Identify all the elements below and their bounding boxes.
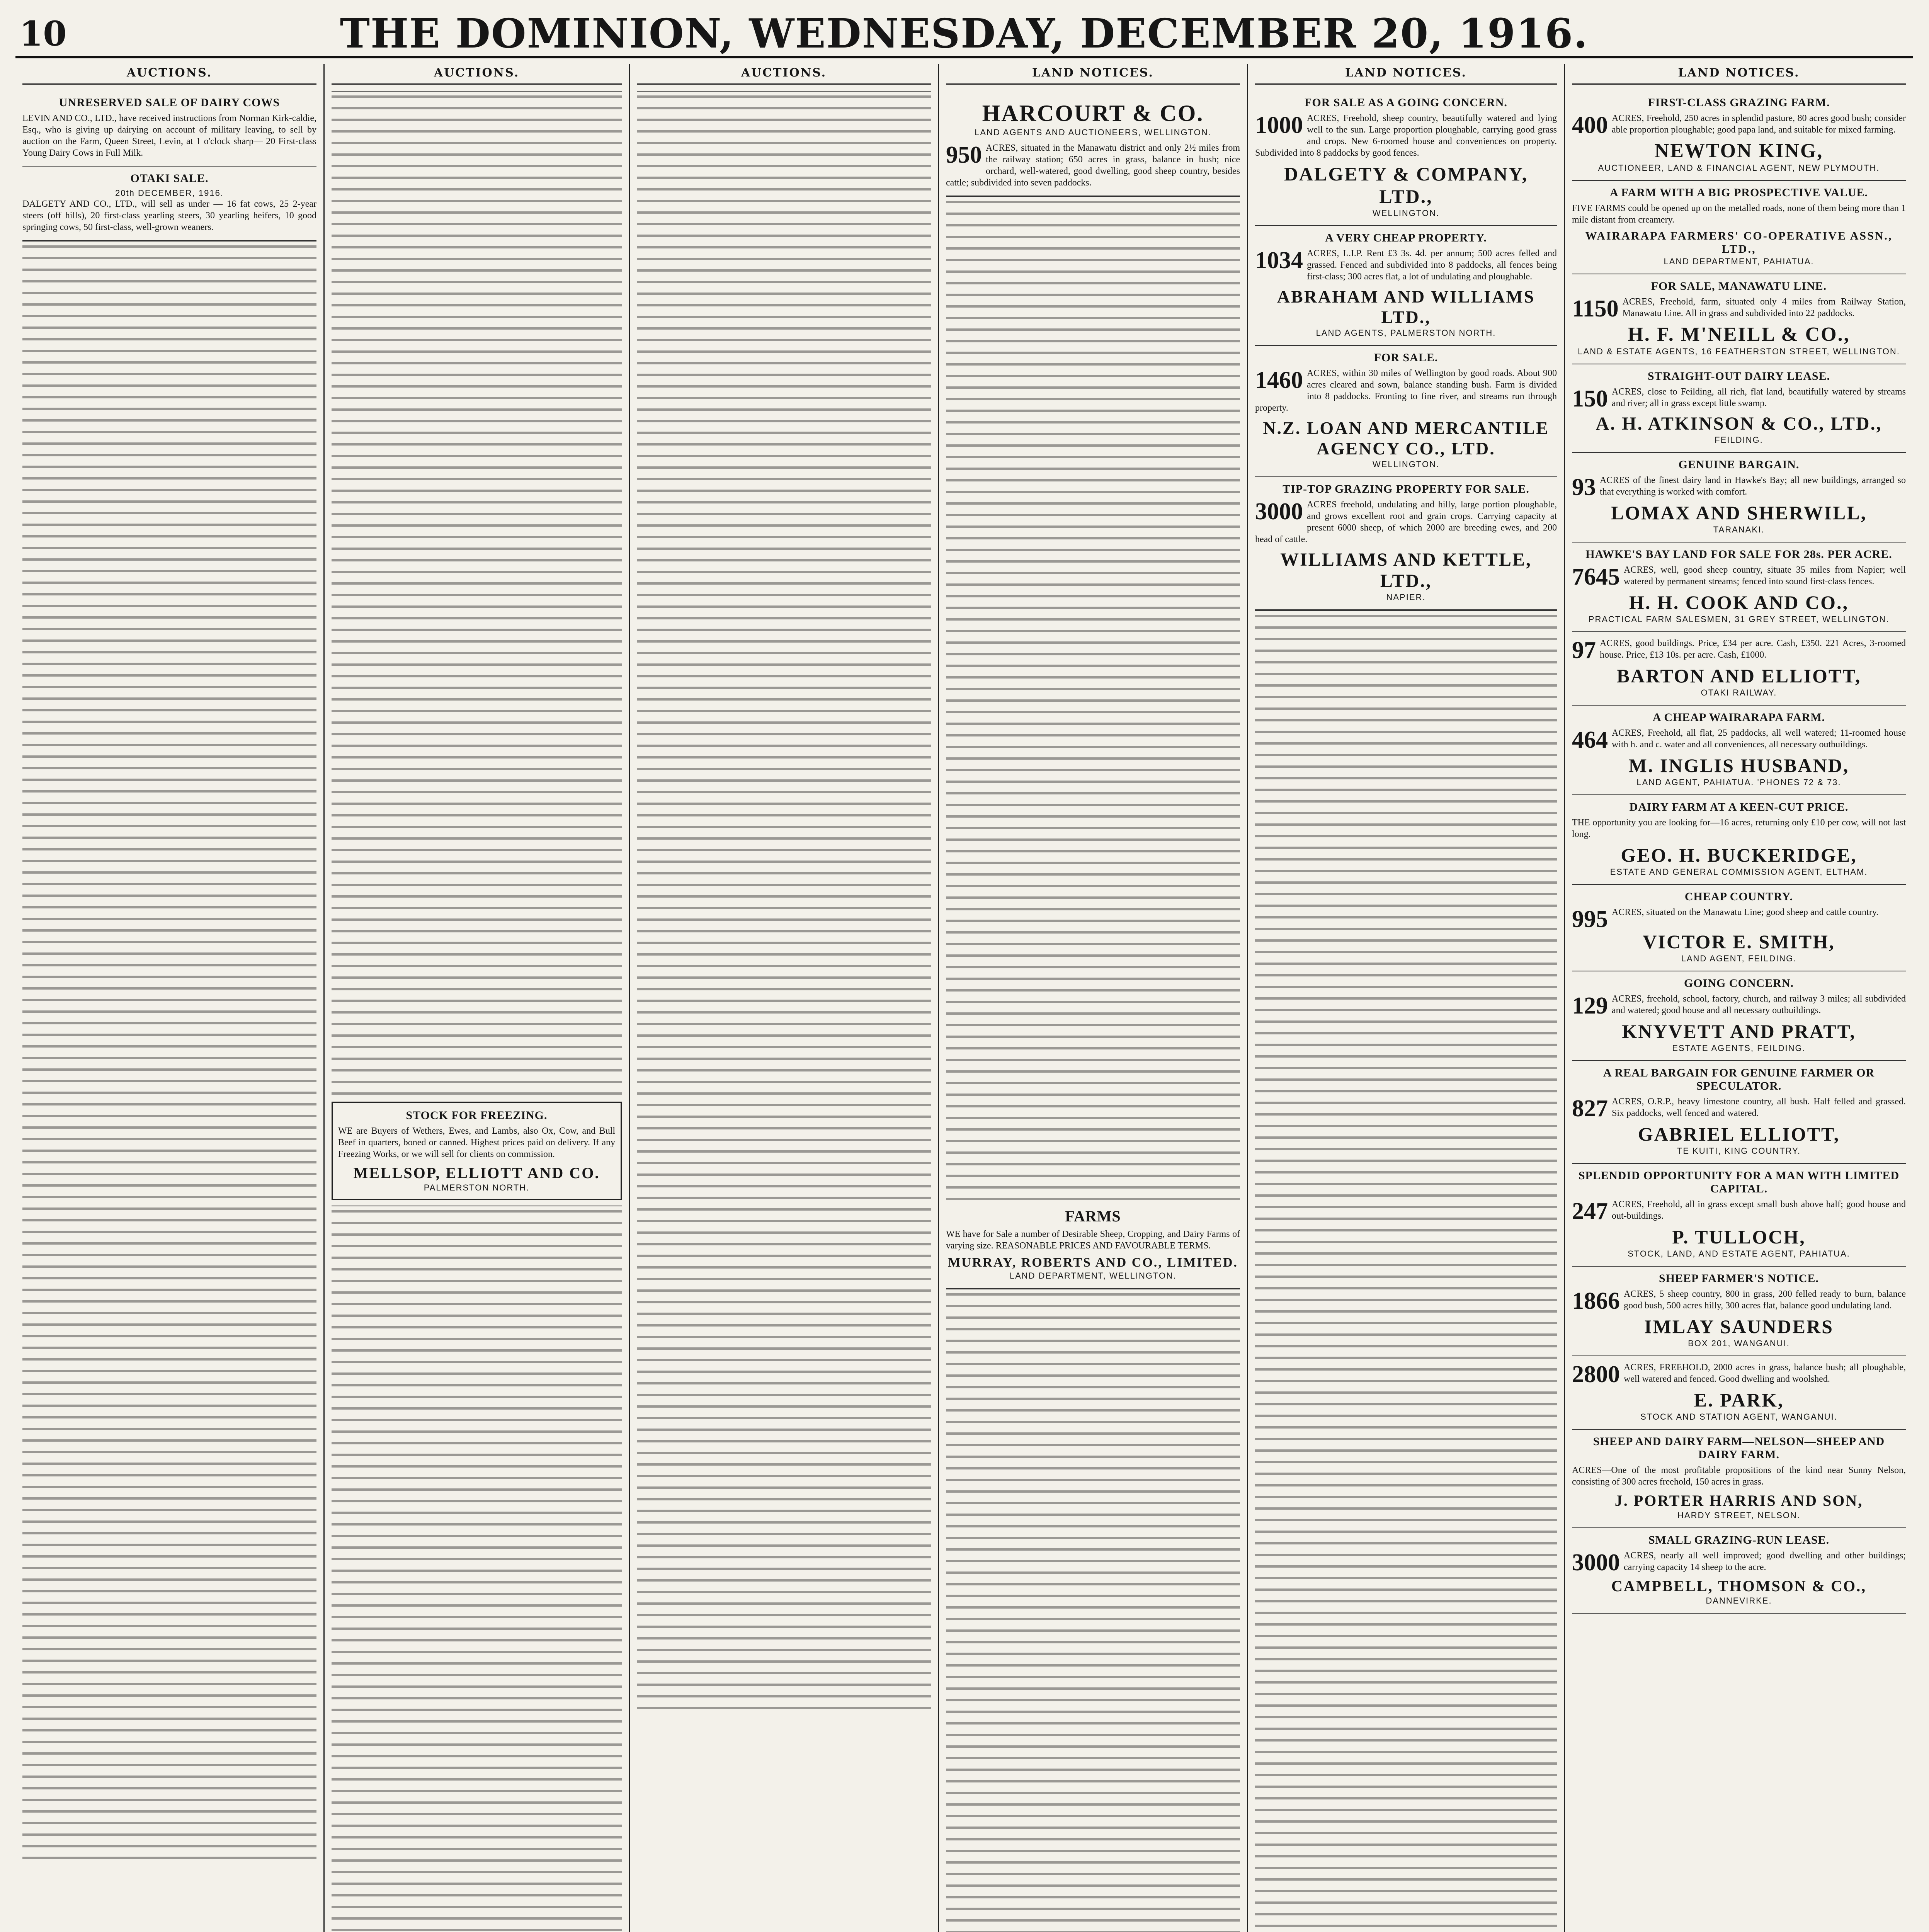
small-print-block [946, 196, 1240, 1202]
ad-acreage: 1150 [1572, 296, 1619, 322]
ad-body: ACRES, 5 sheep country, 800 in grass, 200 felled ready to burn, balance good bush, 500 acres hilly, 300 acres flat, balance good undulating land. [1624, 1289, 1906, 1311]
ad-body: DALGETY AND CO., LTD., will sell as under — 16 fat cows, 25 2-year steers (off hills), 20 first-class yearling steers, 30 yearling heifers, 10 good springing cows, 50 first-class, well-grown weaners. [22, 199, 316, 232]
ad-body: ACRES, Freehold, all flat, 25 paddocks, all well watered; 11-roomed house with h. and c. water and all conveniences, all necessary outbuildings. [1612, 728, 1906, 750]
ad-agent-name: DALGETY & COMPANY, LTD., [1284, 163, 1528, 207]
ad-body: FIVE FARMS could be opened up on the metalled roads, none of them being more than 1 mile distant from creamery. [1572, 203, 1906, 225]
ad-otaki-sale [22, 167, 316, 241]
ad-heading: HAWKE'S BAY LAND FOR SALE FOR 28s. PER ACRE. [1585, 548, 1892, 561]
ad-agent-name: GEO. H. BUCKERIDGE, [1621, 844, 1857, 866]
column-land-notices-1 [939, 64, 1248, 1932]
ad-victor-smith [1572, 885, 1906, 971]
small-print-block [637, 91, 931, 1714]
ad-dalgety [1255, 91, 1557, 226]
ad-tulloch [1572, 1164, 1906, 1267]
ad-agent-name: H. H. COOK AND CO., [1629, 592, 1849, 613]
ad-heading: FIRST-CLASS GRAZING FARM. [1648, 96, 1830, 109]
ad-heading: A VERY CHEAP PROPERTY. [1325, 231, 1487, 244]
column-land-notices-2 [1248, 64, 1565, 1932]
column-auctions-1 [15, 64, 325, 1932]
ad-body: ACRES, good buildings. Price, £34 per acre. Cash, £350. 221 Acres, 3-roomed house. Price, £13 10s. per acre. Cash, £1000. [1600, 638, 1906, 660]
ad-agent-name: KNYVETT AND PRATT, [1622, 1020, 1856, 1042]
ad-agent-name: H. F. M'NEILL & CO., [1628, 323, 1850, 345]
column-header: AUCTIONS. [637, 64, 931, 85]
column-header: AUCTIONS. [332, 64, 622, 85]
ad-heading: DAIRY FARM AT A KEEN-CUT PRICE. [1629, 801, 1849, 813]
ad-heading: FOR SALE, MANAWATU LINE. [1651, 280, 1827, 293]
ad-agent-address: DANNEVIRKE. [1706, 1596, 1772, 1605]
ad-body: ACRES—One of the most profitable propositions of the kind near Sunny Nelson, consisting of 300 acres freehold, 150 acres in grass. [1572, 1465, 1906, 1487]
ad-agent-name: NEWTON KING, [1654, 140, 1824, 162]
ad-agent-address: NAPIER. [1386, 592, 1426, 602]
ad-agent-address: BOX 201, WANGANUI. [1688, 1338, 1790, 1348]
ad-agent-name: M. INGLIS HUSBAND, [1628, 755, 1849, 776]
ad-heading: A FARM WITH A BIG PROSPECTIVE VALUE. [1609, 186, 1868, 199]
ad-agent-name: CAMPBELL, THOMSON & CO., [1611, 1577, 1867, 1595]
small-print-block [1255, 610, 1557, 1932]
column-auctions-3 [630, 64, 939, 1932]
ad-body: ACRES, freehold, school, factory, church, and railway 3 miles; all subdivided and watered; good house and all necessary outbuildings. [1612, 994, 1906, 1015]
ad-levin-dairy-cows [22, 91, 316, 167]
ad-heading: SHEEP AND DAIRY FARM—NELSON—SHEEP AND DAIRY FARM. [1593, 1435, 1885, 1461]
ad-agent-address: STOCK AND STATION AGENT, WANGANUI. [1640, 1412, 1837, 1422]
ad-newton-king [1572, 91, 1906, 181]
ad-imlay-saunders [1572, 1267, 1906, 1356]
ad-e-park [1572, 1356, 1906, 1430]
ad-williams-kettle [1255, 477, 1557, 610]
column-header: LAND NOTICES. [946, 64, 1240, 85]
small-print-block [22, 241, 316, 1864]
ad-body: ACRES, nearly all well improved; good dwelling and other buildings; carrying capacity 14 sheep to the acre. [1624, 1551, 1906, 1572]
column-header: AUCTIONS. [22, 64, 316, 85]
ad-agent-name: ABRAHAM AND WILLIAMS LTD., [1277, 287, 1535, 327]
ad-knyvett-pratt [1572, 971, 1906, 1061]
ad-cook [1572, 543, 1906, 632]
ad-body: ACRES freehold, undulating and hilly, large portion ploughable, and grows excellent root and grain crops. Carrying capacity at present 6000 sheep, of which 2000 are breeding ewes, and 200 head of cattle. [1255, 500, 1557, 544]
page-columns [15, 64, 1913, 1932]
ad-agent-address: LAND AGENT, PAHIATUA. 'PHONES 72 & 73. [1636, 777, 1841, 787]
ad-agent-address: ESTATE AGENTS, FEILDING. [1672, 1043, 1806, 1053]
ad-heading: SHEEP FARMER'S NOTICE. [1659, 1272, 1819, 1285]
ad-acreage: 1460 [1255, 367, 1303, 393]
ad-agent-name: A. H. ATKINSON & CO., LTD., [1596, 413, 1882, 434]
ad-agent-address: TE KUITI, KING COUNTRY. [1677, 1146, 1801, 1156]
ad-acreage: 97 [1572, 637, 1596, 663]
ad-heading: A CHEAP WAIRARAPA FARM. [1652, 711, 1825, 724]
ad-agent-name: P. TULLOCH, [1672, 1226, 1806, 1248]
ad-agent-name: HARCOURT & CO. [982, 100, 1204, 126]
ad-heading: A REAL BARGAIN FOR GENUINE FARMER OR SPECULATOR. [1603, 1066, 1875, 1092]
ad-body: ACRES, L.I.P. Rent £3 3s. 4d. per annum; 500 acres felled and grassed. Fenced and subdivided into 8 paddocks, all fences being first-class; 300 acres flat, a lot of undulating and ploughable. [1307, 248, 1557, 282]
ad-porter-harris [1572, 1430, 1906, 1528]
small-print-block [946, 1289, 1240, 1932]
small-print-block [332, 1206, 622, 1932]
ad-inglis-husband [1572, 706, 1906, 795]
ad-acreage: 93 [1572, 474, 1596, 500]
ad-agent-name: E. PARK, [1694, 1389, 1784, 1411]
ad-body: ACRES, well, good sheep country, situate 35 miles from Napier; well watered by permanent streams; fenced into sound first-class fences. [1624, 565, 1906, 587]
ad-heading: TIP-TOP GRAZING PROPERTY FOR SALE. [1283, 483, 1529, 495]
ad-body: WE have for Sale a number of Desirable Sheep, Cropping, and Dairy Farms of varying size. REASONABLE PRICES AND FAVOURABLE TERMS. [946, 1229, 1240, 1251]
ad-acreage: 129 [1572, 993, 1608, 1019]
ad-agent-name: LOMAX AND SHERWILL, [1611, 502, 1867, 524]
ad-heading: GOING CONCERN. [1684, 977, 1794, 990]
ad-murray-roberts [946, 1202, 1240, 1289]
ad-agent-address: WELLINGTON. [1372, 208, 1440, 218]
ad-body: ACRES, close to Feilding, all rich, flat land, beautifully watered by streams and river; all in grass except little swamp. [1612, 387, 1906, 408]
ad-agent-address: LAND DEPARTMENT, PAHIATUA. [1664, 257, 1814, 266]
ad-lomax-sherwill [1572, 453, 1906, 543]
ad-heading: UNRESERVED SALE OF DAIRY COWS [59, 96, 280, 109]
ad-agent-address: LAND DEPARTMENT, WELLINGTON. [1009, 1271, 1177, 1281]
ad-body: WE are Buyers of Wethers, Ewes, and Lambs, also Ox, Cow, and Bull Beef in quarters, boned or canned. Highest prices paid on delivery. If any Freezing Works, or we will sell for clients on commission. [338, 1126, 615, 1159]
ad-heading: FARMS [1065, 1208, 1121, 1225]
ad-mcneill [1572, 274, 1906, 364]
ad-agent-name: VICTOR E. SMITH, [1643, 931, 1835, 952]
page-number: 10 [19, 14, 67, 54]
masthead [15, 10, 1913, 58]
ad-gabriel-elliott [1572, 1061, 1906, 1164]
ad-body: ACRES, O.R.P., heavy limestone country, all bush. Half felled and grassed. Six paddocks, well fenced and watered. [1612, 1097, 1906, 1118]
ad-body: ACRES, Freehold, all in grass except small bush above half; good house and out-buildings. [1612, 1199, 1906, 1221]
ad-heading: STOCK FOR FREEZING. [406, 1109, 548, 1122]
ad-acreage: 827 [1572, 1095, 1608, 1122]
ad-acreage: 3000 [1255, 498, 1303, 525]
ad-body: ACRES, Freehold, sheep country, beautifully watered and lying well to the sun. Large proportion ploughable, carrying good grass and crops. New 6-roomed house and conveniences on property. Subdivided into 8 paddocks by good fences. [1255, 113, 1557, 158]
ad-agent-address: PALMERSTON NORTH. [424, 1183, 530, 1192]
column-land-notices-3 [1565, 64, 1913, 1932]
ad-heading: CHEAP COUNTRY. [1684, 890, 1793, 903]
ad-body: ACRES, Freehold, farm, situated only 4 miles from Railway Station, Manawatu Line. All in grass and subdivided into 22 paddocks. [1622, 297, 1906, 318]
ad-heading: SMALL GRAZING-RUN LEASE. [1648, 1534, 1830, 1546]
ad-agent-address: HARDY STREET, NELSON. [1677, 1510, 1800, 1520]
ad-agent-address: WELLINGTON. [1372, 459, 1440, 469]
column-header: LAND NOTICES. [1255, 64, 1557, 85]
ad-acreage: 995 [1572, 906, 1608, 932]
ad-agent-address: OTAKI RAILWAY. [1701, 688, 1777, 697]
ad-agent-address: LAND AGENTS AND AUCTIONEERS, WELLINGTON. [975, 128, 1211, 137]
ad-agent-address: LAND AGENTS, PALMERSTON NORTH. [1316, 328, 1496, 338]
ad-body: ACRES, within 30 miles of Wellington by good roads. About 900 acres cleared and sown, balance standing bush. Farm is divided into 8 paddocks. Fronting to fine river, and streams run through property. [1255, 368, 1557, 413]
ad-agent-name: N.Z. LOAN AND MERCANTILE AGENCY CO., LTD. [1263, 418, 1549, 458]
ad-body: ACRES, Freehold, 250 acres in splendid pasture, 80 acres good bush; consider able proportion ploughable; good papa land, and suitable for mixed farming. [1612, 113, 1906, 135]
column-header: LAND NOTICES. [1572, 64, 1906, 85]
ad-heading: SPLENDID OPPORTUNITY FOR A MAN WITH LIMITED CAPITAL. [1578, 1169, 1900, 1195]
ad-buckeridge [1572, 795, 1906, 885]
ad-agent-address: LAND & ESTATE AGENTS, 16 FEATHERSTON STREET, WELLINGTON. [1578, 347, 1900, 356]
ad-agent-address: TARANAKI. [1713, 525, 1765, 534]
column-auctions-2 [325, 64, 630, 1932]
ad-body: LEVIN AND CO., LTD., have received instructions from Norman Kirk-caldie, Esq., who is giving up dairying on account of military leaving, to sell by auction on the Farm, Queen Street, Levin, at 1 o'clock sharp— 20 First-class Young Dairy Cows in Full Milk. [22, 113, 316, 158]
ad-acreage: 7645 [1572, 564, 1620, 590]
ad-acreage: 950 [946, 142, 982, 168]
ad-agent-address: STOCK, LAND, AND ESTATE AGENT, PAHIATUA. [1628, 1249, 1850, 1259]
ad-agent-address: AUCTIONEER, LAND & FINANCIAL AGENT, NEW PLYMOUTH. [1598, 163, 1880, 173]
small-print-block [332, 91, 622, 1096]
ad-date: 20th DECEMBER, 1916. [115, 188, 224, 198]
ad-agent-name: GABRIEL ELLIOTT, [1638, 1123, 1840, 1145]
ad-agent-name: MURRAY, ROBERTS AND CO., LIMITED. [948, 1255, 1238, 1270]
ad-heading: GENUINE BARGAIN. [1678, 458, 1800, 471]
ad-heading: OTAKI SALE. [130, 172, 209, 185]
ad-barton-elliott [1572, 632, 1906, 706]
ad-acreage: 150 [1572, 386, 1608, 412]
ad-agent-name: BARTON AND ELLIOTT, [1616, 665, 1861, 687]
ad-acreage: 3000 [1572, 1549, 1620, 1576]
newspaper-title: THE DOMINION, WEDNESDAY, DECEMBER 20, 1916. [340, 10, 1589, 57]
ad-acreage: 2800 [1572, 1361, 1620, 1388]
ad-body: ACRES, situated on the Manawatu Line; good sheep and cattle country. [1612, 907, 1879, 917]
ad-agent-address: ESTATE AND GENERAL COMMISSION AGENT, ELTHAM. [1610, 867, 1868, 877]
ad-body: ACRES, situated in the Manawatu district and only 2½ miles from the railway station; 650 acres in grass, balance in bush; nice orchard, well-watered, good dwelling, good sheep country, besides cattle; subdivided into seven paddocks. [946, 143, 1240, 188]
ad-nz-loan [1255, 346, 1557, 477]
ad-agent-name: IMLAY SAUNDERS [1644, 1316, 1834, 1337]
ad-acreage: 400 [1572, 112, 1608, 138]
ad-heading: STRAIGHT-OUT DAIRY LEASE. [1647, 370, 1830, 383]
ad-acreage: 1000 [1255, 112, 1303, 138]
ad-body: ACRES, FREEHOLD, 2000 acres in grass, balance bush; all ploughable, well watered and fenced. Good dwelling and woolshed. [1624, 1362, 1906, 1384]
ad-acreage: 1034 [1255, 247, 1303, 274]
ad-agent-address: PRACTICAL FARM SALESMEN, 31 GREY STREET, WELLINGTON. [1588, 614, 1890, 624]
ad-campbell-thomson [1572, 1528, 1906, 1614]
ad-wairarapa-farmers [1572, 181, 1906, 274]
ad-body: THE opportunity you are looking for—16 acres, returning only £10 per cow, will not last long. [1572, 818, 1906, 839]
ad-acreage: 464 [1572, 727, 1608, 753]
ad-harcourt [946, 91, 1240, 196]
ad-agent-address: LAND AGENT, FEILDING. [1681, 954, 1797, 963]
ad-mellsop-elliott [332, 1102, 622, 1200]
ad-agent-name: J. PORTER HARRIS AND SON, [1614, 1492, 1863, 1509]
ad-body: ACRES of the finest dairy land in Hawke's Bay; all new buildings, arranged so that everything is worked with comfort. [1600, 475, 1906, 497]
ad-atkinson [1572, 364, 1906, 453]
ad-heading: FOR SALE AS A GOING CONCERN. [1305, 96, 1507, 109]
ad-agent-address: FEILDING. [1715, 435, 1763, 445]
ad-agent-name: WILLIAMS AND KETTLE, LTD., [1280, 549, 1532, 591]
ad-heading: FOR SALE. [1374, 351, 1438, 364]
ad-agent-name: MELLSOP, ELLIOTT AND CO. [353, 1164, 600, 1182]
ad-agent-name: WAIRARAPA FARMERS' CO-OPERATIVE ASSN., LTD., [1585, 230, 1893, 255]
ad-abraham-williams [1255, 226, 1557, 346]
ad-acreage: 1866 [1572, 1288, 1620, 1314]
ad-acreage: 247 [1572, 1198, 1608, 1225]
